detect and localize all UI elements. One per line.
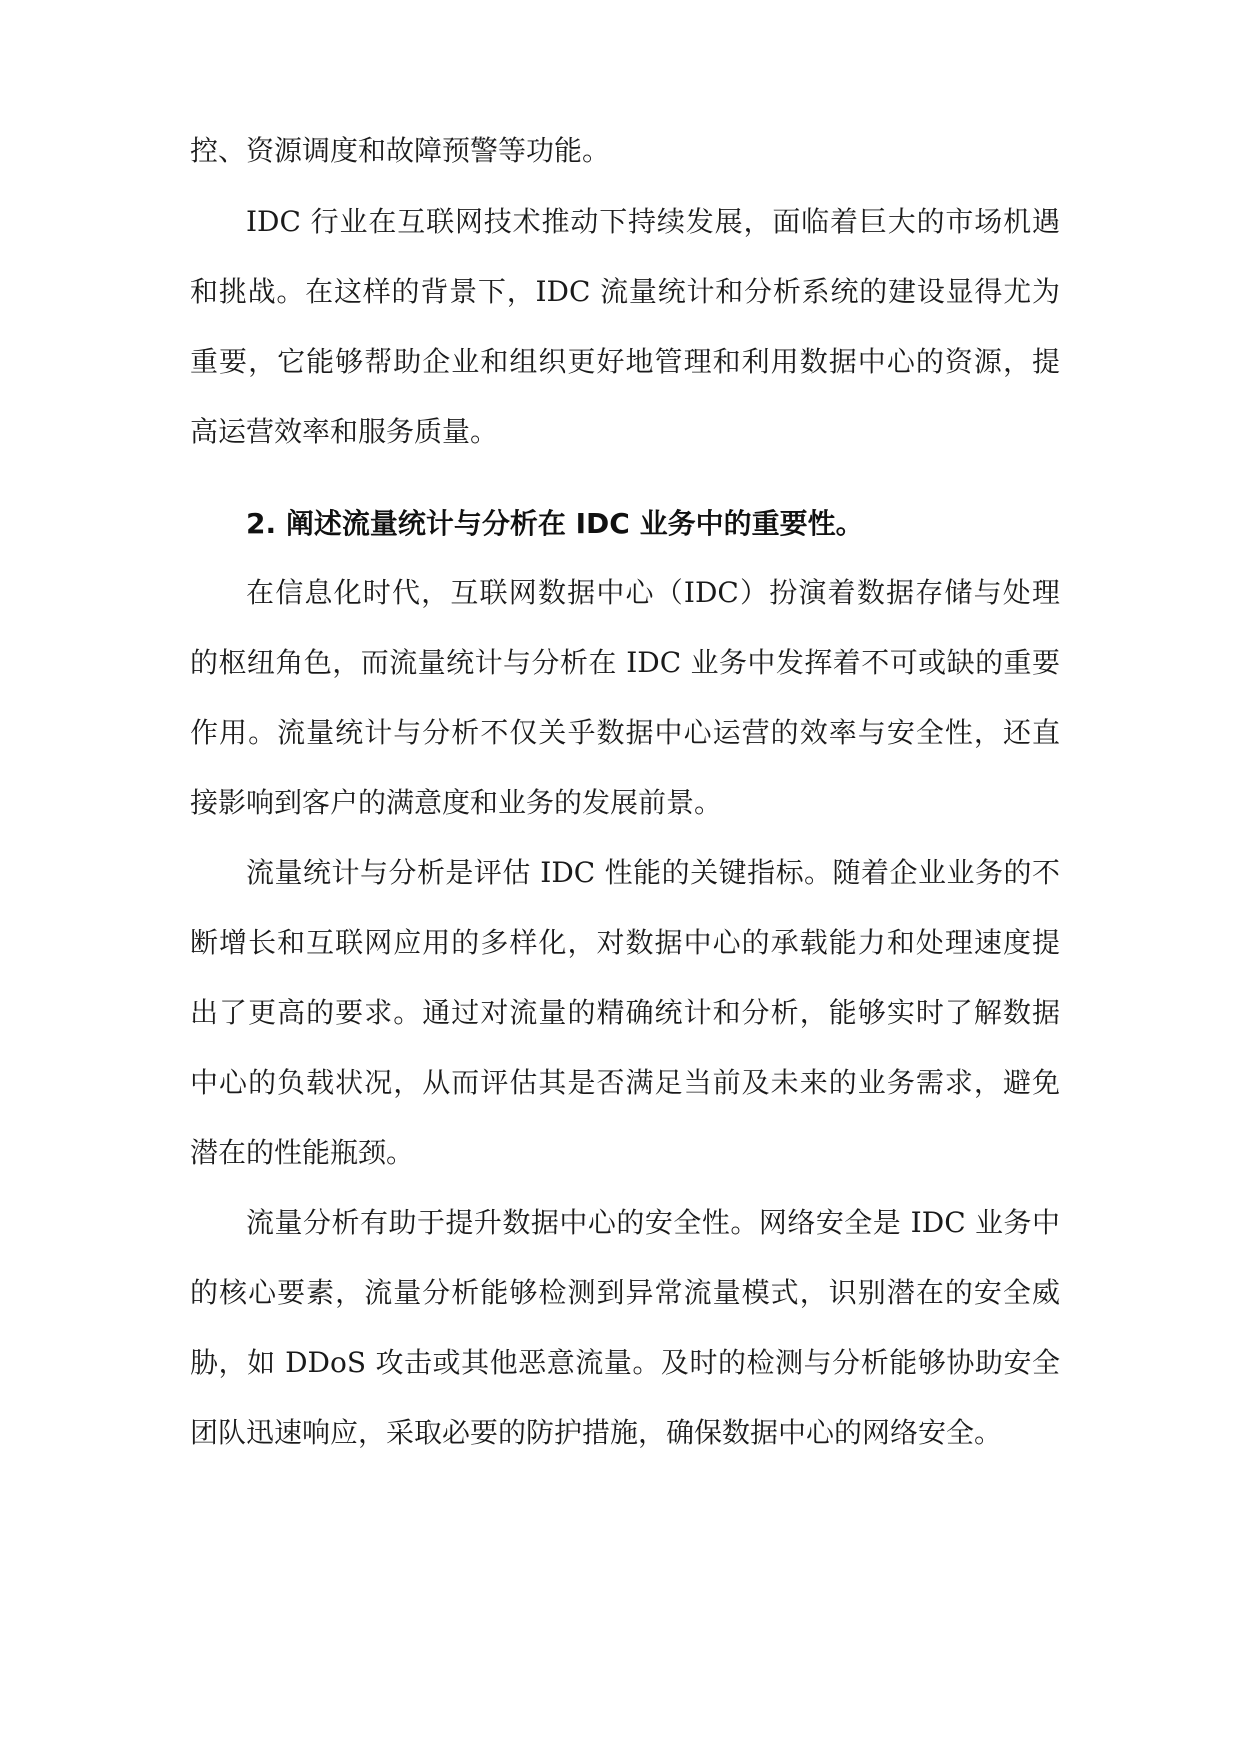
section-heading: 2. 阐述流量统计与分析在 IDC 业务中的重要性。 bbox=[246, 507, 864, 540]
paragraph-line: 在信息化时代，互联网数据中心（IDC）扮演着数据存储与处理 bbox=[246, 576, 1060, 609]
paragraph-line: 重要，它能够帮助企业和组织更好地管理和利用数据中心的资源，提 bbox=[190, 345, 1060, 378]
paragraph-line: IDC 行业在互联网技术推动下持续发展，面临着巨大的市场机遇 bbox=[246, 205, 1060, 238]
paragraph-line: 的枢纽角色，而流量统计与分析在 IDC 业务中发挥着不可或缺的重要 bbox=[190, 646, 1060, 679]
paragraph-line: 流量统计与分析是评估 IDC 性能的关键指标。随着企业业务的不 bbox=[246, 856, 1060, 889]
paragraph-line: 接影响到客户的满意度和业务的发展前景。 bbox=[190, 786, 723, 819]
paragraph-line: 的核心要素，流量分析能够检测到异常流量模式，识别潜在的安全威 bbox=[190, 1276, 1060, 1309]
paragraph-line: 作用。流量统计与分析不仅关乎数据中心运营的效率与安全性，还直 bbox=[190, 716, 1060, 749]
paragraph-line: 控、资源调度和故障预警等功能。 bbox=[190, 134, 611, 167]
paragraph-line: 出了更高的要求。通过对流量的精确统计和分析，能够实时了解数据 bbox=[190, 996, 1060, 1029]
paragraph-line: 团队迅速响应，采取必要的防护措施，确保数据中心的网络安全。 bbox=[190, 1416, 1003, 1449]
paragraph-line: 胁，如 DDoS 攻击或其他恶意流量。及时的检测与分析能够协助安全 bbox=[190, 1346, 1060, 1379]
paragraph-line: 高运营效率和服务质量。 bbox=[190, 415, 499, 448]
paragraph-line: 流量分析有助于提升数据中心的安全性。网络安全是 IDC 业务中 bbox=[246, 1206, 1060, 1239]
paragraph-line: 断增长和互联网应用的多样化，对数据中心的承载能力和处理速度提 bbox=[190, 926, 1060, 959]
paragraph-line: 中心的负载状况，从而评估其是否满足当前及未来的业务需求，避免 bbox=[190, 1066, 1060, 1099]
paragraph-line: 和挑战。在这样的背景下，IDC 流量统计和分析系统的建设显得尤为 bbox=[190, 275, 1060, 308]
paragraph-line: 潜在的性能瓶颈。 bbox=[190, 1136, 415, 1169]
